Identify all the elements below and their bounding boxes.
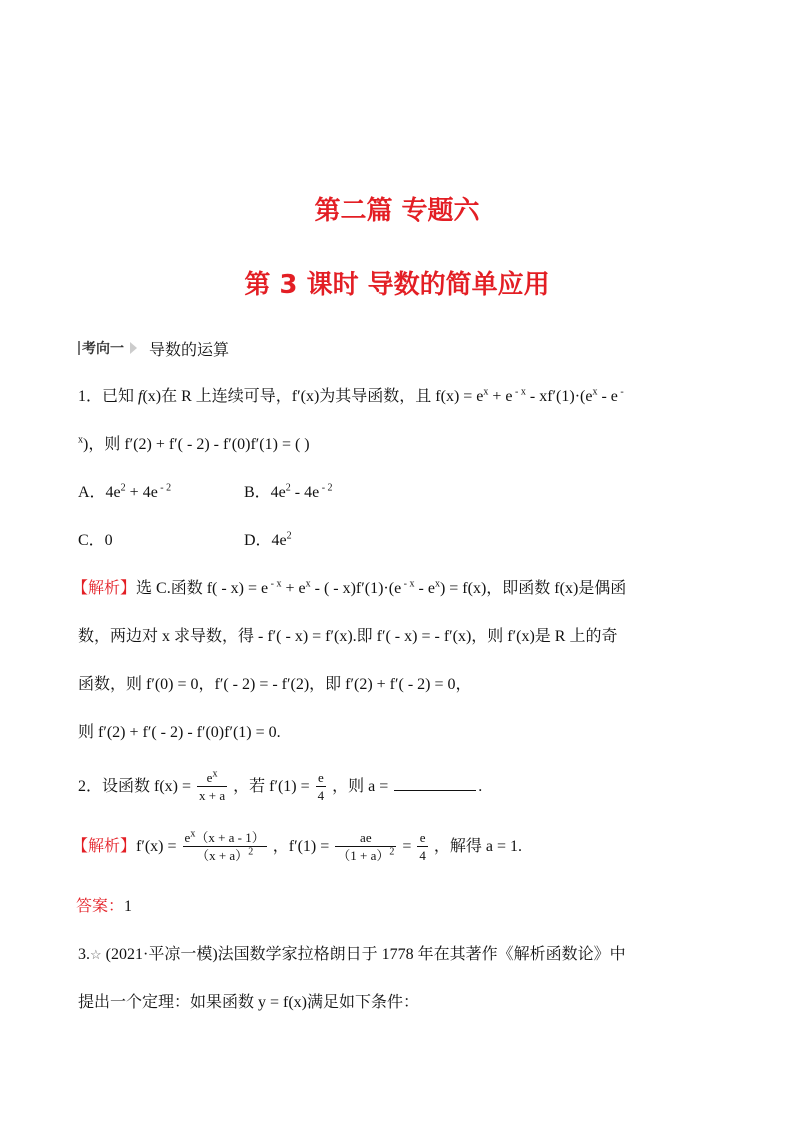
q2-analysis — [72, 820, 522, 874]
q1-line2 — [78, 434, 310, 456]
analysis-text: - e — [414, 580, 435, 597]
q1-text: - e — [597, 388, 618, 405]
q1-exp: x — [78, 434, 83, 446]
analysis-exp: x — [434, 578, 440, 590]
q3-line2: 提出一个定理：如果函数 y = f(x)满足如下条件： — [78, 994, 420, 1011]
q1-text: (x)在 R 上连续可导，f′(x)为其导函数，且 f(x) = e — [142, 388, 484, 405]
analysis-label: 【解析】 — [72, 838, 137, 855]
q1-analysis-line2: 数，两边对 x 求导数，得 - f′( - x) = f′(x).即 f′( - x) = - f′(x)，则 f′(x)是 R 上的奇 — [78, 628, 618, 645]
analysis-text: ) = f(x)，即函数 f(x)是偶函 — [439, 580, 627, 597]
analysis-text: ，解得 a = 1. — [433, 838, 523, 855]
section-header — [78, 334, 229, 362]
q3-line1 — [78, 944, 626, 966]
frac-den: 4 — [419, 848, 426, 864]
frac-exp: x — [212, 769, 218, 780]
q1-text: + e — [488, 388, 513, 405]
analysis-exp: - x — [401, 578, 415, 590]
option-text: - 4e — [290, 484, 320, 501]
fraction — [316, 770, 327, 804]
arrow-icon — [130, 342, 137, 354]
frac-den: x + a — [199, 788, 226, 804]
q3-text: (2021·平凉一模)法国数学家拉格朗日于 1778 年在其著作《解析函数论》中 — [101, 946, 626, 963]
analysis-exp: - x — [268, 578, 282, 590]
star-icon: ☆ — [90, 947, 102, 962]
frac-num: （x + a - 1） — [195, 830, 265, 846]
q1-exp: x — [483, 386, 489, 398]
frac-exp: 2 — [389, 847, 395, 858]
q1-option-d — [244, 530, 292, 552]
page-title: 第二篇 专题六 — [314, 196, 480, 226]
frac-exp: x — [190, 829, 196, 840]
frac-num: e — [316, 770, 327, 787]
q2-text: ，则 a = — [332, 778, 393, 795]
fraction — [197, 770, 227, 804]
q3-number: 3. — [78, 946, 90, 963]
q1-analysis-line4: 则 f′(2) + f′( - 2) - f′(0)f′(1) = 0. — [78, 724, 281, 741]
frac-den: （x + a） — [196, 848, 249, 864]
q1-exp: x — [592, 386, 598, 398]
analysis-text: = — [402, 838, 416, 855]
q1-option-b — [244, 482, 333, 504]
fraction — [417, 830, 428, 864]
q1-exp: - — [617, 386, 624, 398]
analysis-text: 选 C.函数 f( - x) = e — [136, 580, 269, 597]
section-bar — [78, 341, 80, 355]
q1-text: f — [138, 388, 143, 405]
answer-label: 答案： — [76, 898, 125, 915]
q1-text: - xf′(1)·(e — [525, 388, 593, 405]
analysis-text: - ( - x)f′(1)·(e — [310, 580, 402, 597]
fraction — [335, 830, 396, 864]
q1-text: )，则 f′(2) + f′( - 2) - f′(0)f′(1) = ( ) — [83, 436, 310, 453]
analysis-label: 【解析】 — [72, 580, 137, 597]
q2-answer — [76, 896, 132, 918]
answer-blank — [394, 776, 476, 791]
frac-num: e — [417, 830, 428, 847]
analysis-text: + e — [281, 580, 306, 597]
fraction — [183, 830, 267, 864]
frac-den: （1 + a） — [337, 848, 390, 864]
q1-exp: - x — [512, 386, 526, 398]
q2-stem — [78, 762, 482, 812]
option-text: D．4e — [244, 532, 287, 549]
option-exp: 2 — [285, 482, 291, 494]
frac-exp: 2 — [248, 847, 254, 858]
lesson-title: 第 3 课时 导数的简单应用 — [244, 270, 550, 300]
analysis-exp: x — [305, 578, 311, 590]
frac-num: e — [184, 830, 191, 846]
q1-analysis-line3: 函数，则 f′(0) = 0，f′( - 2) = - f′(2)，即 f′(2) + f′( - 2) = 0， — [78, 676, 472, 693]
frac-num: e — [206, 770, 213, 786]
option-text: B．4e — [244, 484, 286, 501]
analysis-text: ，f′(1) = — [272, 838, 334, 855]
section-title: 导数的运算 — [149, 339, 230, 359]
option-text: A．4e — [78, 484, 121, 501]
section-tag: 考向一 — [82, 341, 124, 357]
frac-num: ae — [335, 830, 396, 847]
analysis-text: f′(x) = — [136, 838, 181, 855]
q2-text: ，若 f′(1) = — [233, 778, 314, 795]
q1-text: 1．已知 — [78, 388, 139, 405]
option-exp: 2 — [286, 530, 292, 542]
option-exp: - 2 — [319, 482, 333, 494]
q1-option-c: C．0 — [78, 532, 113, 549]
option-exp: 2 — [120, 482, 126, 494]
q1-line1 — [78, 386, 624, 408]
q1-analysis-line1 — [72, 578, 626, 600]
q2-text: 2．设函数 f(x) = — [78, 778, 196, 795]
q1-option-a — [78, 482, 171, 504]
answer-value: 1 — [124, 898, 133, 915]
q2-text: . — [478, 778, 483, 795]
option-text: + 4e — [125, 484, 158, 501]
frac-den: 4 — [317, 788, 325, 804]
option-exp: - 2 — [157, 482, 172, 494]
